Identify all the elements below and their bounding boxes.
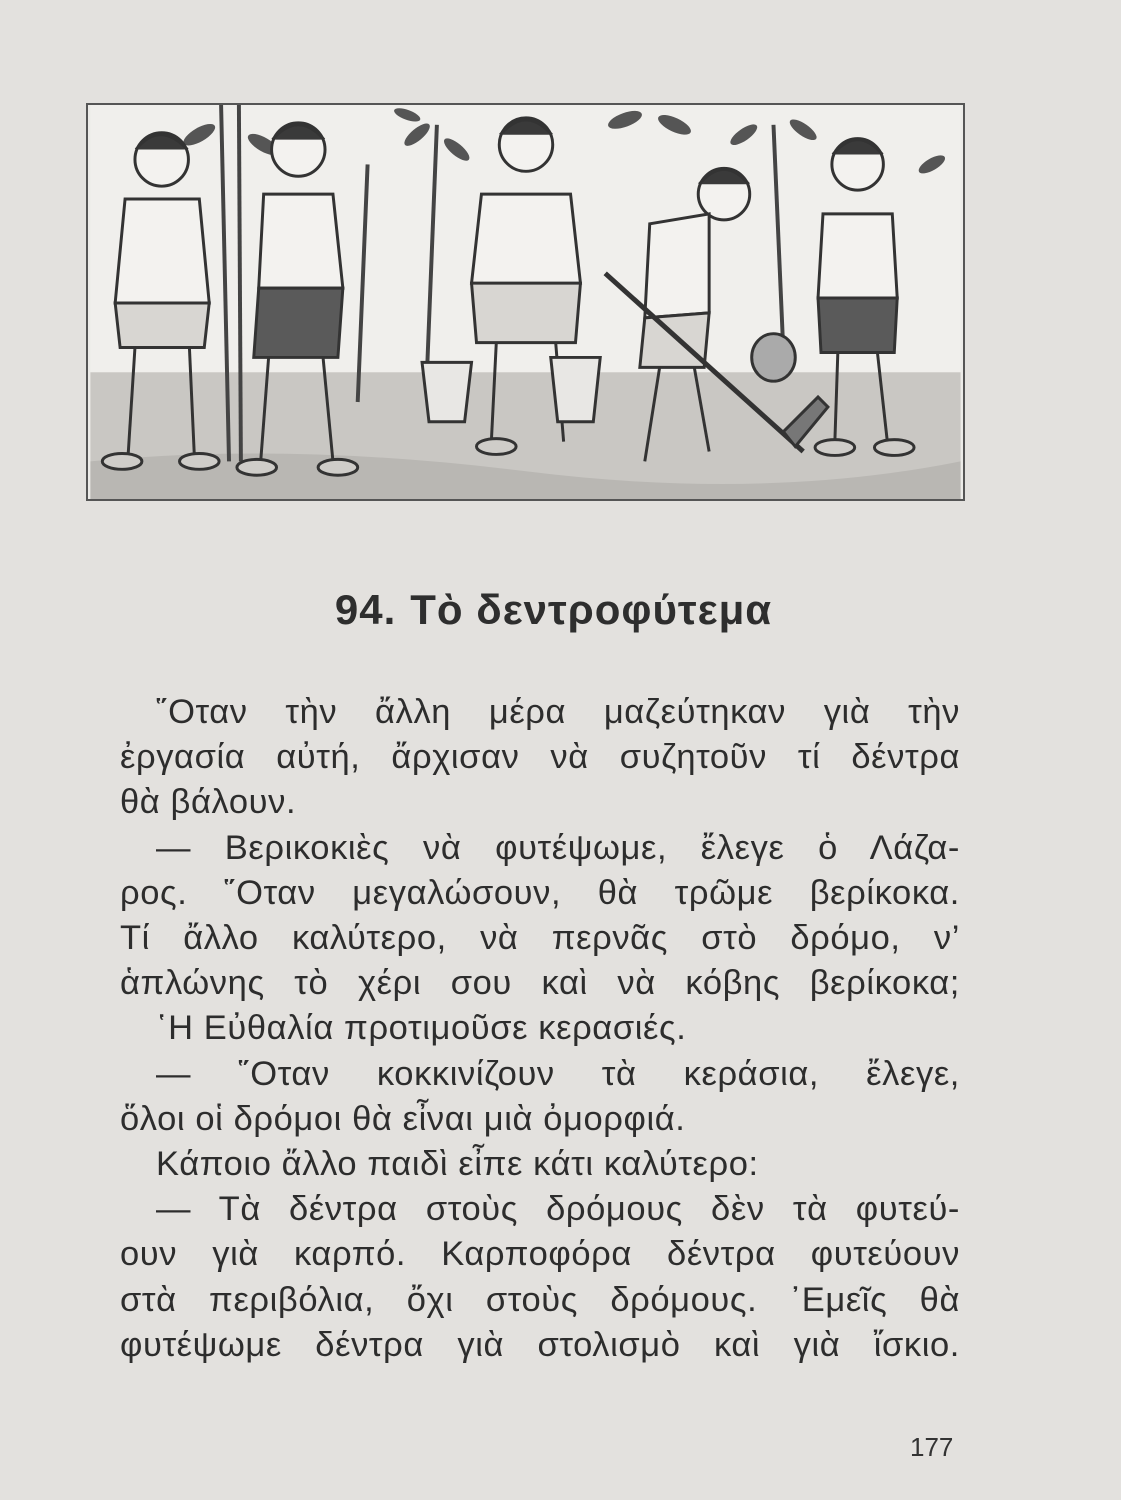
body-line: ουν γιὰ καρπό. Καρποφόρα δέντρα φυτεύουν [120, 1235, 960, 1274]
body-line: στὰ περιβόλια, ὄχι στοὺς δρόμους. ᾿Εμεῖς θὰ [120, 1280, 960, 1319]
chapter-title [0, 586, 1121, 634]
body-line: Τί ἄλλο καλύτερο, νὰ περνᾶς στὸ δρόμο, ν’ [120, 919, 960, 958]
body-line: ἐργασία αὐτή, ἄρχισαν νὰ συζητοῦν τί δέντρα [120, 738, 960, 777]
body-line: ὅλοι οἱ δρόμοι θὰ εἶναι μιὰ ὀμορφιά. [120, 1099, 686, 1138]
body-line: — Βερικοκιὲς νὰ φυτέψωμε, ἔλεγε ὁ Λάζα- [156, 828, 960, 867]
body-line: — ῞Οταν κοκκινίζουν τὰ κεράσια, ἔλεγε, [156, 1054, 960, 1093]
body-line: φυτέψωμε δέντρα γιὰ στολισμὸ καὶ γιὰ ἴσκιο. [120, 1325, 960, 1364]
body-line: θὰ βάλουν. [120, 783, 297, 822]
children-planting-trees-icon [88, 105, 963, 499]
body-line: ρος. ῞Οταν μεγαλώσουν, θὰ τρῶμε βερίκοκα. [120, 873, 960, 912]
body-line: ἁπλώνης τὸ χέρι σου καὶ νὰ κόβης βερίκοκα; [120, 964, 960, 1003]
chapter-number: 94. [334, 586, 397, 633]
chapter-title-text: Τὸ δεντροφύτεμα [410, 586, 773, 633]
body-line: — Τὰ δέντρα στοὺς δρόμους δὲν τὰ φυτεύ- [156, 1190, 960, 1229]
body-line: ῞Οταν τὴν ἄλλη μέρα μαζεύτηκαν γιὰ τὴν [156, 693, 960, 731]
children-planting-illustration [86, 103, 965, 501]
body-line: ῾Η Εὐθαλία προτιμοῦσε κερασιές. [156, 1009, 687, 1048]
page-number: 177 [910, 1432, 954, 1462]
body-line: Κάποιο ἄλλο παιδὶ εἶπε κάτι καλύτερο: [156, 1145, 759, 1184]
story-text [120, 690, 960, 1368]
